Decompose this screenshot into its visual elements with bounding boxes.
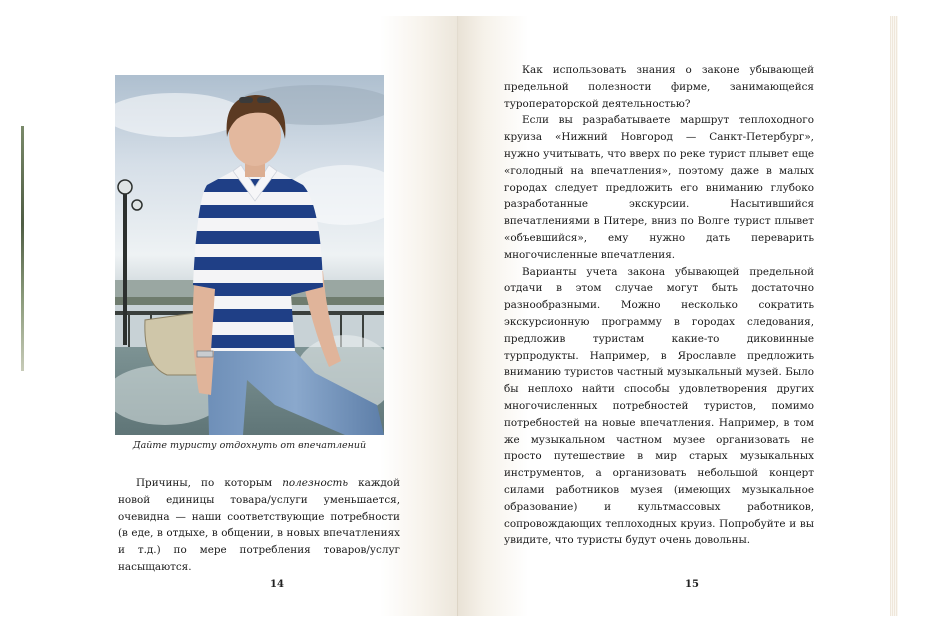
book-spread	[26, 16, 898, 616]
photo-caption: Дайте туристу отдохнуть от впечатлений	[132, 440, 367, 451]
paragraph-variants: Варианты учета закона убывающей предельной отдачи в этом случае могут быть достаточно разнообразными. Можно несколько сократить экскурсионную программу в городах следования, предложив туристам какие-то диковинные турпродукты. Например, в Ярославле предложить вниманию туристов частный музыкальный музей. Было бы неплохо найти способы удовлетворения других многочисленных потребностей туристов, помимо потребностей на новые впечатления. Например, в том же музыкальном частном музее организовать не просто путешествие в мир старых музыкальных инструментов, а организовать небольшой концерт силами работников музея (имеющих музыкальное образование) и культмассовых работников, сопровождающих теплоходных круиз. Попробуйте и вы увидите, что туристы будут очень довольны.	[504, 265, 814, 547]
left-page	[26, 16, 458, 616]
paragraph-text: Причины, по которым	[136, 477, 283, 489]
left-paragraph	[118, 475, 400, 576]
page-number-right: 15	[685, 579, 699, 590]
page-number-left: 14	[270, 579, 284, 590]
emphasized-term: полезность	[282, 477, 349, 489]
book-edge-left	[21, 126, 24, 371]
paragraph-question: Как использовать знания о законе убывающей предельной полезности фирме, занимающейся туроператорской деятельностью?	[504, 64, 814, 110]
book-edge-right	[890, 16, 898, 616]
right-text-block	[504, 62, 814, 549]
tourist-photo	[115, 75, 384, 435]
paragraph-cruise: Если вы разрабатываете маршрут теплоходного круиза «Нижний Новгород — Санкт-Петербург», нужно учитывать, что вверх по реке турист плывет еще «голодный на впечатления», поэтому даже в малых городах следует предложить его вниманию глубоко разработанные экскурсии. Насытившийся впечатлениями в Питере, вниз по Волге турист плывет «объевшийся», ему нужно дать переварить многочисленные впечатления.	[504, 114, 814, 261]
paragraph-text: каждой новой единицы товара/услуги уменьшается, очевидна — наши соответствующие потребности (в еде, в отдыхе, в общении, в новых впечатлениях и т.д.) по мере потребления товаров/услуг насыщаются.	[118, 477, 400, 573]
